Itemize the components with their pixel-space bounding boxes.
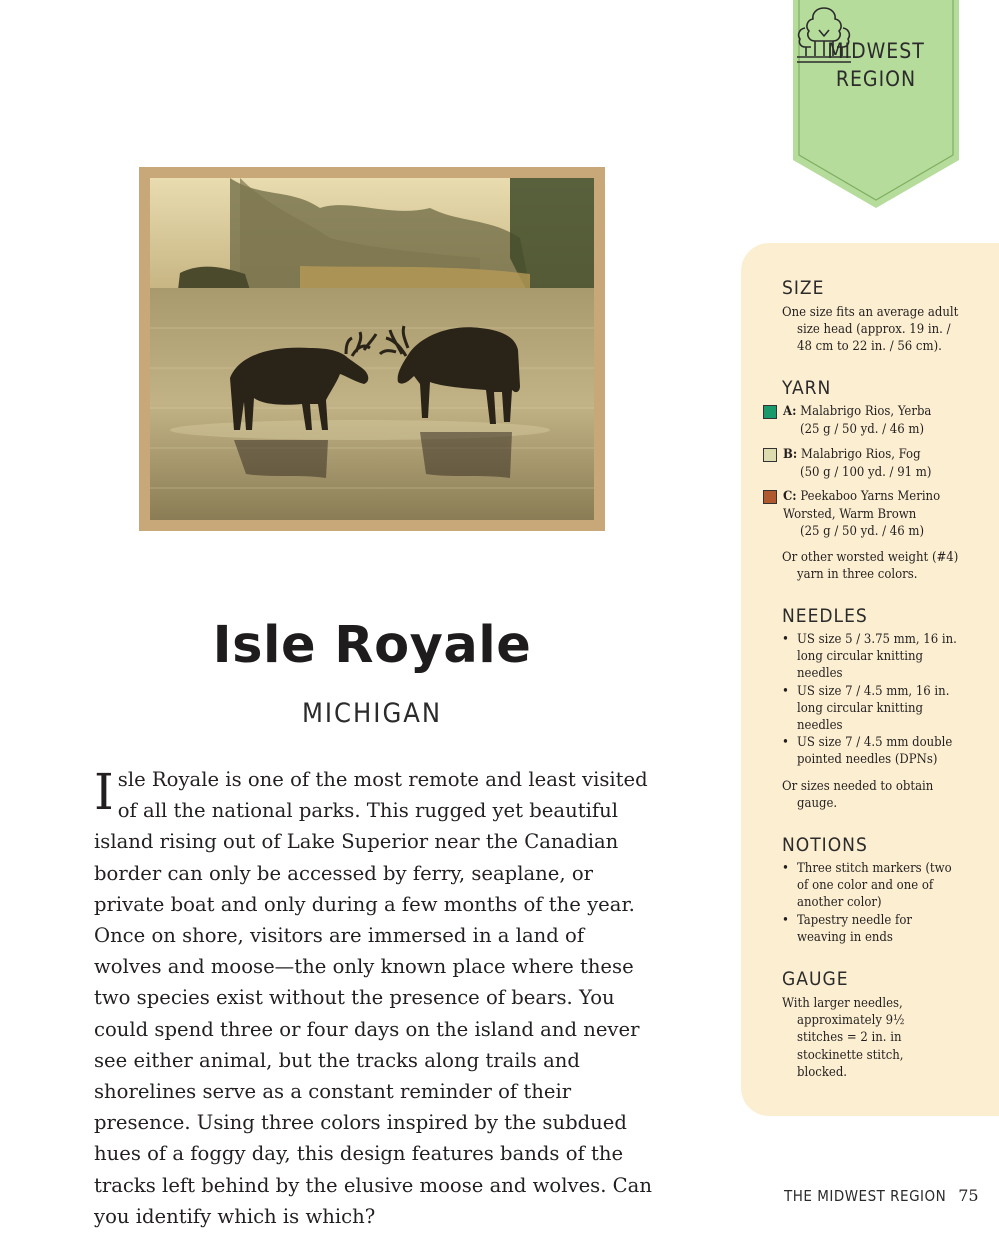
body-paragraph: sle Royale is one of the most remote and least visited of all the national parks. This rugged yet beautiful island rising out of Lake Superior near the Canadian border can only be accessed by ferry, seaplane, or private boat and only during a few months of the year. Once on shore, visitors are immersed in a land of wolves and moose—the only known place where these two species exist without the presence of bears. You could spend three or four days on the island and never see either animal, but the tracks along trails and shorelines serve as a constant reminder of their presence. Using three colors inspired by the subdued hues of a foggy day, this design features bands of the tracks left behind by the elusive moose and wolves. Can you identify which is which? [94, 768, 652, 1228]
yarn-note: Or other worsted weight (#4) yarn in three colors. [782, 550, 959, 583]
yarn-name: Malabrigo Rios, Yerba [800, 404, 932, 419]
yarn-swatch-c [763, 490, 777, 504]
footer-section: THE MIDWEST REGION [784, 1187, 947, 1205]
list-item: • Three stitch markers (two of one color and one of another color) [782, 860, 952, 912]
yarn-name: Peekaboo Yarns Merino Worsted, Warm Brown [783, 489, 941, 522]
gauge-text: With larger needles, approximately 9½ stitches = 2 in. in stockinette stitch, blocked. [782, 996, 905, 1080]
trees-icon [793, 0, 855, 66]
notions-heading: NOTIONS [782, 834, 868, 856]
yarn-heading: YARN [782, 377, 832, 399]
region-banner [793, 0, 959, 210]
notions-list [782, 860, 952, 946]
yarn-letter: A: [783, 404, 797, 419]
yarn-detail: (25 g / 50 yd. / 46 m) [800, 524, 925, 539]
moose-illustration [150, 178, 594, 520]
list-item: • Tapestry needle for weaving in ends [782, 912, 952, 946]
list-item: • US size 7 / 4.5 mm double pointed needles (DPNs) [782, 734, 962, 768]
photo-frame [139, 167, 605, 531]
page-footer [784, 1186, 979, 1205]
list-item: • US size 5 / 3.75 mm, 16 in. long circular knitting needles [782, 631, 962, 683]
moose-photo [150, 178, 594, 520]
yarn-swatch-b [763, 448, 777, 462]
needles-note: Or sizes needed to obtain gauge. [782, 779, 934, 812]
size-text: One size fits an average adult size head (approx. 19 in. / 48 cm to 22 in. / 56 cm). [782, 305, 959, 355]
gauge-heading: GAUGE [782, 968, 849, 990]
yarn-letter: C: [783, 489, 797, 504]
pattern-sidebar [741, 243, 999, 1116]
yarn-detail: (50 g / 100 yd. / 91 m) [800, 464, 932, 480]
page-title: Isle Royale [212, 616, 532, 675]
size-heading: SIZE [782, 277, 825, 299]
page-number: 75 [958, 1186, 979, 1205]
yarn-letter: B: [783, 447, 798, 462]
yarn-swatch-a [763, 405, 777, 419]
drop-cap: I [94, 763, 114, 821]
yarn-name: Malabrigo Rios, Fog [800, 447, 921, 462]
needles-list [782, 631, 962, 769]
list-item: • US size 7 / 4.5 mm, 16 in. long circular knitting needles [782, 683, 962, 735]
needles-heading: NEEDLES [782, 605, 868, 627]
article-body [94, 764, 654, 1232]
yarn-detail: (25 g / 50 yd. / 46 m) [800, 421, 925, 437]
region-title: MIDWEST REGION [827, 39, 925, 91]
page-subtitle: MICHIGAN [301, 698, 443, 729]
